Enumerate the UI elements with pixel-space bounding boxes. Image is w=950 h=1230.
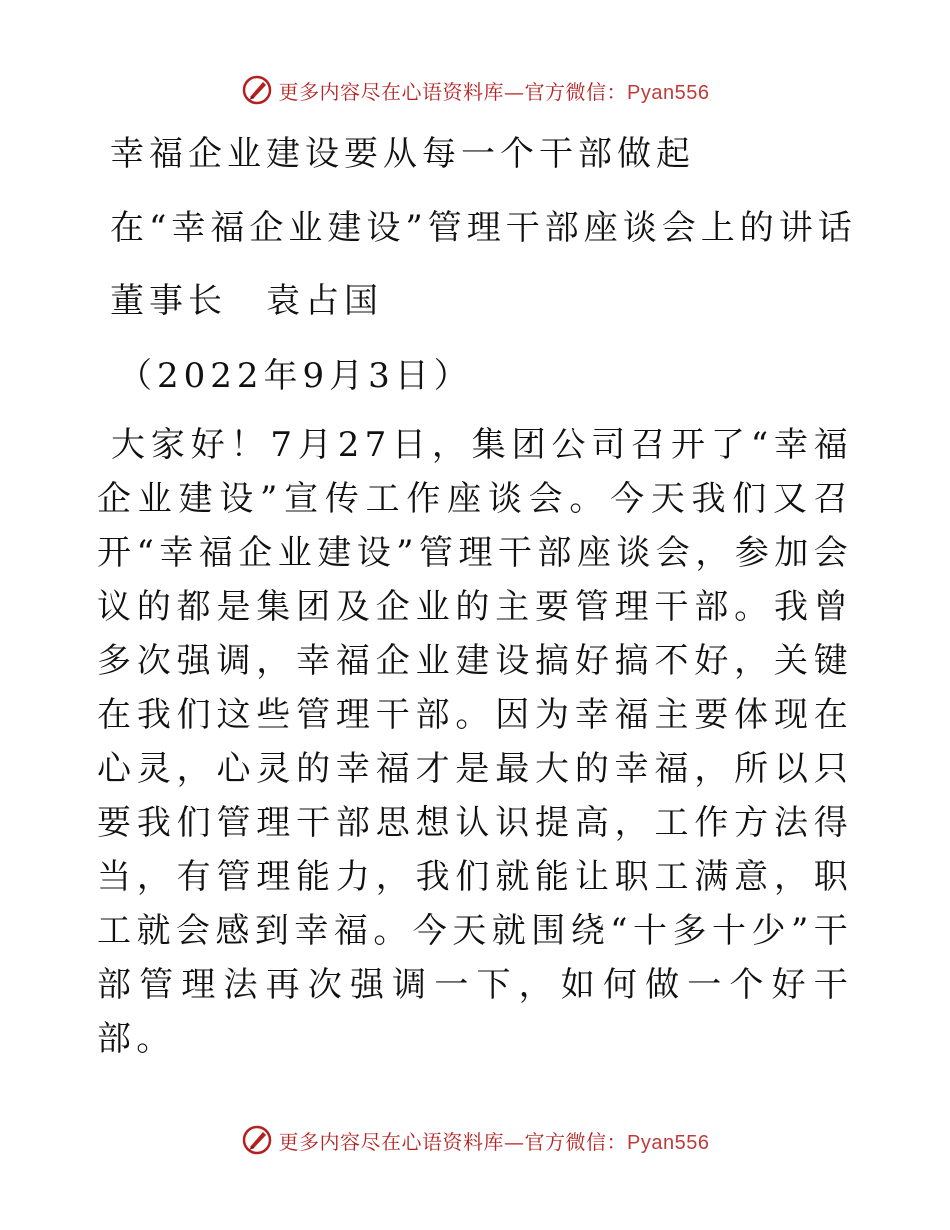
document-date: （2022年9月3日）	[118, 356, 473, 396]
document-author: 董事长 袁占国	[110, 281, 383, 321]
footer-watermark	[0, 1120, 950, 1160]
watermark-account: Pyan556	[627, 1131, 710, 1154]
quill-seal-icon	[241, 1124, 273, 1156]
watermark-account: Pyan556	[627, 81, 710, 104]
quill-seal-icon	[241, 74, 273, 106]
watermark-text: 更多内容尽在心语资料库—官方微信：Pyan556	[278, 1129, 710, 1154]
header-watermark	[0, 70, 950, 110]
document-subtitle: 在“幸福企业建设”管理干部座谈会上的讲话	[110, 208, 857, 248]
body-paragraph: 大家好！7月27日，集团公司召开了“幸福企业建设”宣传工作座谈会。今天我们又召开“幸福企业建设”管理干部座谈会，参加会议的都是集团及企业的主要管理干部。我曾多次强调，幸福企业建设搞好搞不好，关键在我们这些管理干部。因为幸福主要体现在心灵，心灵的幸福才是最大的幸福，所以只要我们管理干部思想认识提高，工作方法得当，有管理能力，我们就能让职工满意，职工就会感到幸福。今天就围绕“十多十少”干部管理法再次强调一下，如何做一个好干部。	[97, 425, 853, 1059]
watermark-text: 更多内容尽在心语资料库—官方微信：Pyan556	[278, 79, 710, 104]
document-title: 幸福企业建设要从每一个干部做起	[110, 134, 695, 174]
